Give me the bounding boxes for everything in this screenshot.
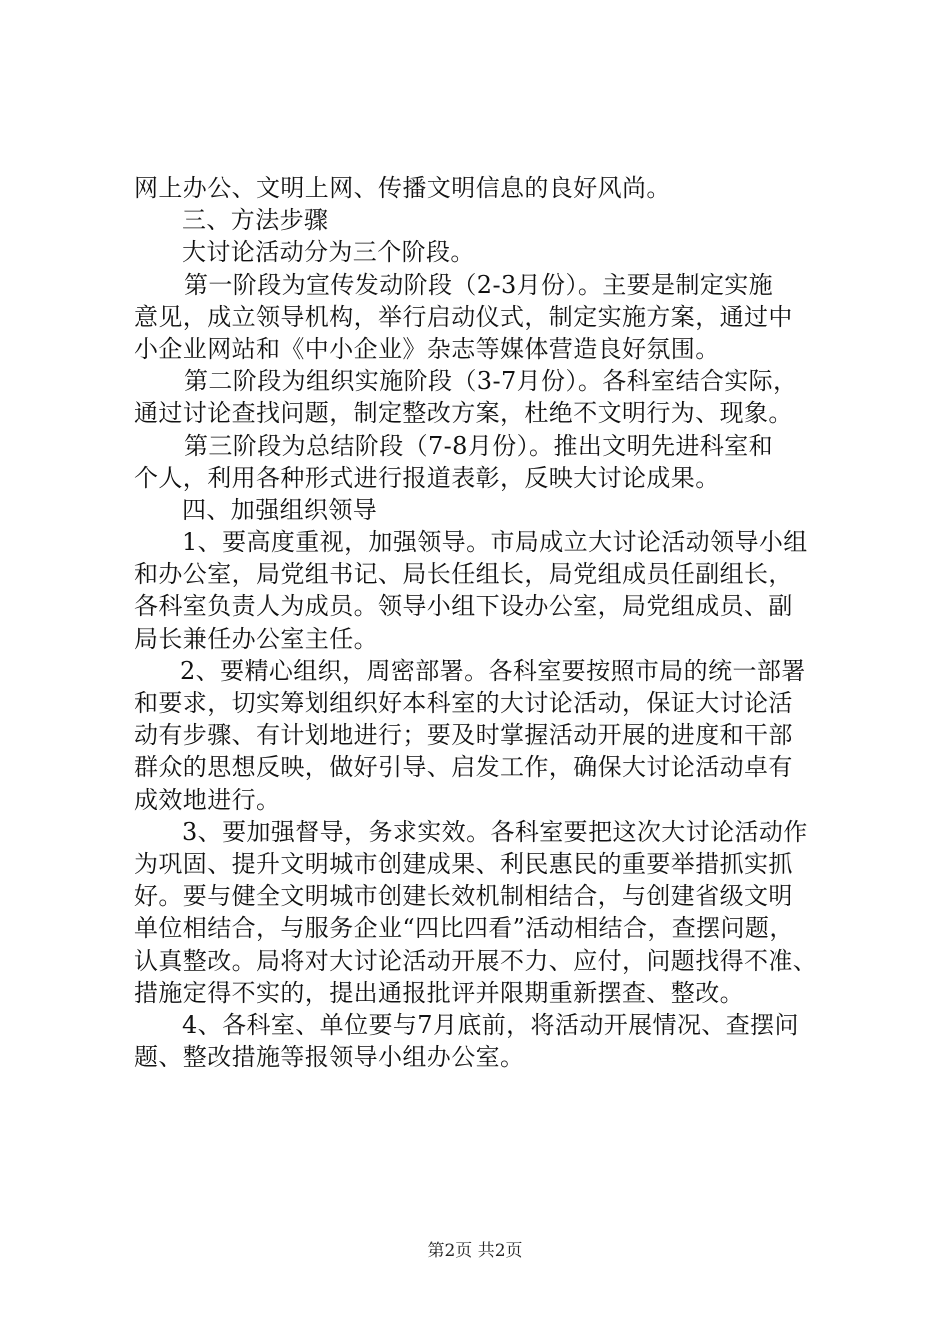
- paragraph-line: 2、要精心组织，周密部署。各科室要按照市局的统一部署: [180, 656, 806, 685]
- paragraph-line: 1、要高度重视，加强领导。市局成立大讨论活动领导小组: [182, 528, 808, 557]
- paragraph-line: 第二阶段为组织实施阶段（3-7月份）。各科室结合实际，: [184, 367, 798, 396]
- paragraph-line: 3、要加强督导，务求实效。各科室要把这次大讨论活动作: [182, 817, 808, 846]
- paragraph-line: 好。要与健全文明城市创建长效机制相结合，与创建省级文明: [134, 882, 793, 911]
- page-number-footer: 第2页 共2页: [427, 1241, 523, 1261]
- paragraph-line: 4、各科室、单位要与7月底前，将活动开展情况、查摆问: [182, 1010, 799, 1039]
- paragraph-line: 第三阶段为总结阶段（7-8月份）。推出文明先进科室和: [184, 431, 774, 460]
- paragraph-line: 第一阶段为宣传发动阶段（2-3月份）。主要是制定实施: [184, 270, 774, 299]
- paragraph-line: 认真整改。局将对大讨论活动开展不力、应付，问题找得不准、: [134, 946, 818, 975]
- paragraph-line: 群众的思想反映，做好引导、启发工作，确保大讨论活动卓有: [134, 753, 793, 782]
- paragraph-line: 成效地进行。: [134, 785, 281, 814]
- paragraph-line: 小企业网站和《中小企业》杂志等媒体营造良好氛围。: [134, 334, 720, 363]
- paragraph-line: 意见，成立领导机构，举行启动仪式，制定实施方案，通过中: [134, 302, 793, 331]
- paragraph-line: 通过讨论查找问题，制定整改方案，杜绝不文明行为、现象。: [134, 399, 793, 428]
- paragraph-line: 为巩固、提升文明城市创建成果、利民惠民的重要举措抓实抓: [134, 849, 793, 878]
- paragraph-line: 和办公室，局党组书记、局长任组长，局党组成员任副组长，: [134, 560, 793, 589]
- paragraph-line: 题、整改措施等报领导小组办公室。: [134, 1043, 525, 1072]
- paragraph-line: 各科室负责人为成员。领导小组下设办公室，局党组成员、副: [134, 592, 793, 621]
- paragraph-line: 网上办公、文明上网、传播文明信息的良好风尚。: [134, 174, 671, 202]
- section-heading-leadership: 四、加强组织领导: [182, 495, 378, 524]
- document-body: [134, 172, 834, 1073]
- paragraph-line: 局长兼任办公室主任。: [134, 624, 378, 653]
- paragraph-line: 措施定得不实的，提出通报批评并限期重新摆查、整改。: [134, 978, 744, 1007]
- paragraph-line: 动有步骤、有计划地进行；要及时掌握活动开展的进度和干部: [134, 721, 793, 750]
- paragraph-line: 单位相结合，与服务企业“四比四看”活动相结合，查摆问题，: [134, 914, 794, 943]
- paragraph-line: 和要求，切实筹划组织好本科室的大讨论活动，保证大讨论活: [134, 689, 793, 717]
- paragraph-line: 个人，利用各种形式进行报道表彰，反映大讨论成果。: [134, 463, 720, 492]
- paragraph-line: 大讨论活动分为三个阶段。: [182, 238, 475, 267]
- section-heading-methods: 三、方法步骤: [182, 206, 329, 235]
